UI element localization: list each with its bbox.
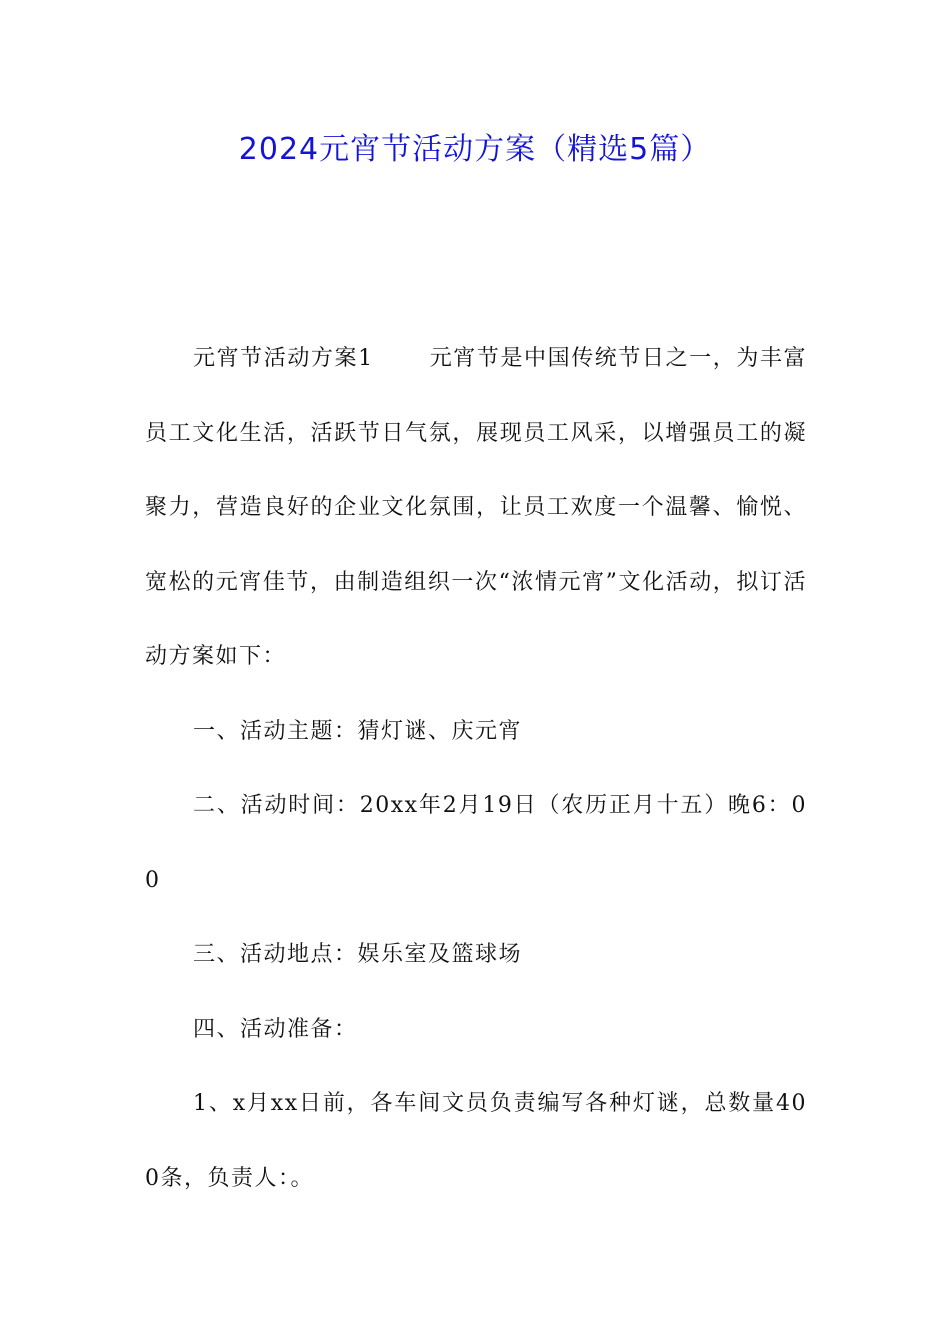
document-body <box>145 322 807 1216</box>
paragraph-location: 三、活动地点：娱乐室及篮球场 <box>193 942 523 967</box>
paragraph-text: 元宵节是中国传统节日之一，为丰富员工文化生活，活跃节日气氛，展现员工风采，以增强员工的凝聚力，营造良好的企业文化氛围，让员工欢度一个温馨、愉悦、宽松的元宵佳节，由制造组织一次“浓情元宵”文化活动，拟订活动方案如下： <box>145 346 807 669</box>
paragraph-theme: 一、活动主题：猜灯谜、庆元宵 <box>193 718 523 744</box>
document-title: 2024元宵节活动方案（精选5篇） <box>238 132 712 167</box>
paragraph-preparation: 四、活动准备： <box>193 1016 358 1042</box>
paragraph-time: 二、活动时间：20xx年2月19日（农历正月十五）晚6：00 <box>145 793 807 893</box>
section-heading: 元宵节活动方案1 <box>193 346 374 371</box>
paragraph-item-1: 1、x月xx日前，各车间文员负责编写各种灯谜，总数量400条，负责人：。 <box>145 1091 807 1191</box>
paragraph-intro <box>145 322 807 695</box>
